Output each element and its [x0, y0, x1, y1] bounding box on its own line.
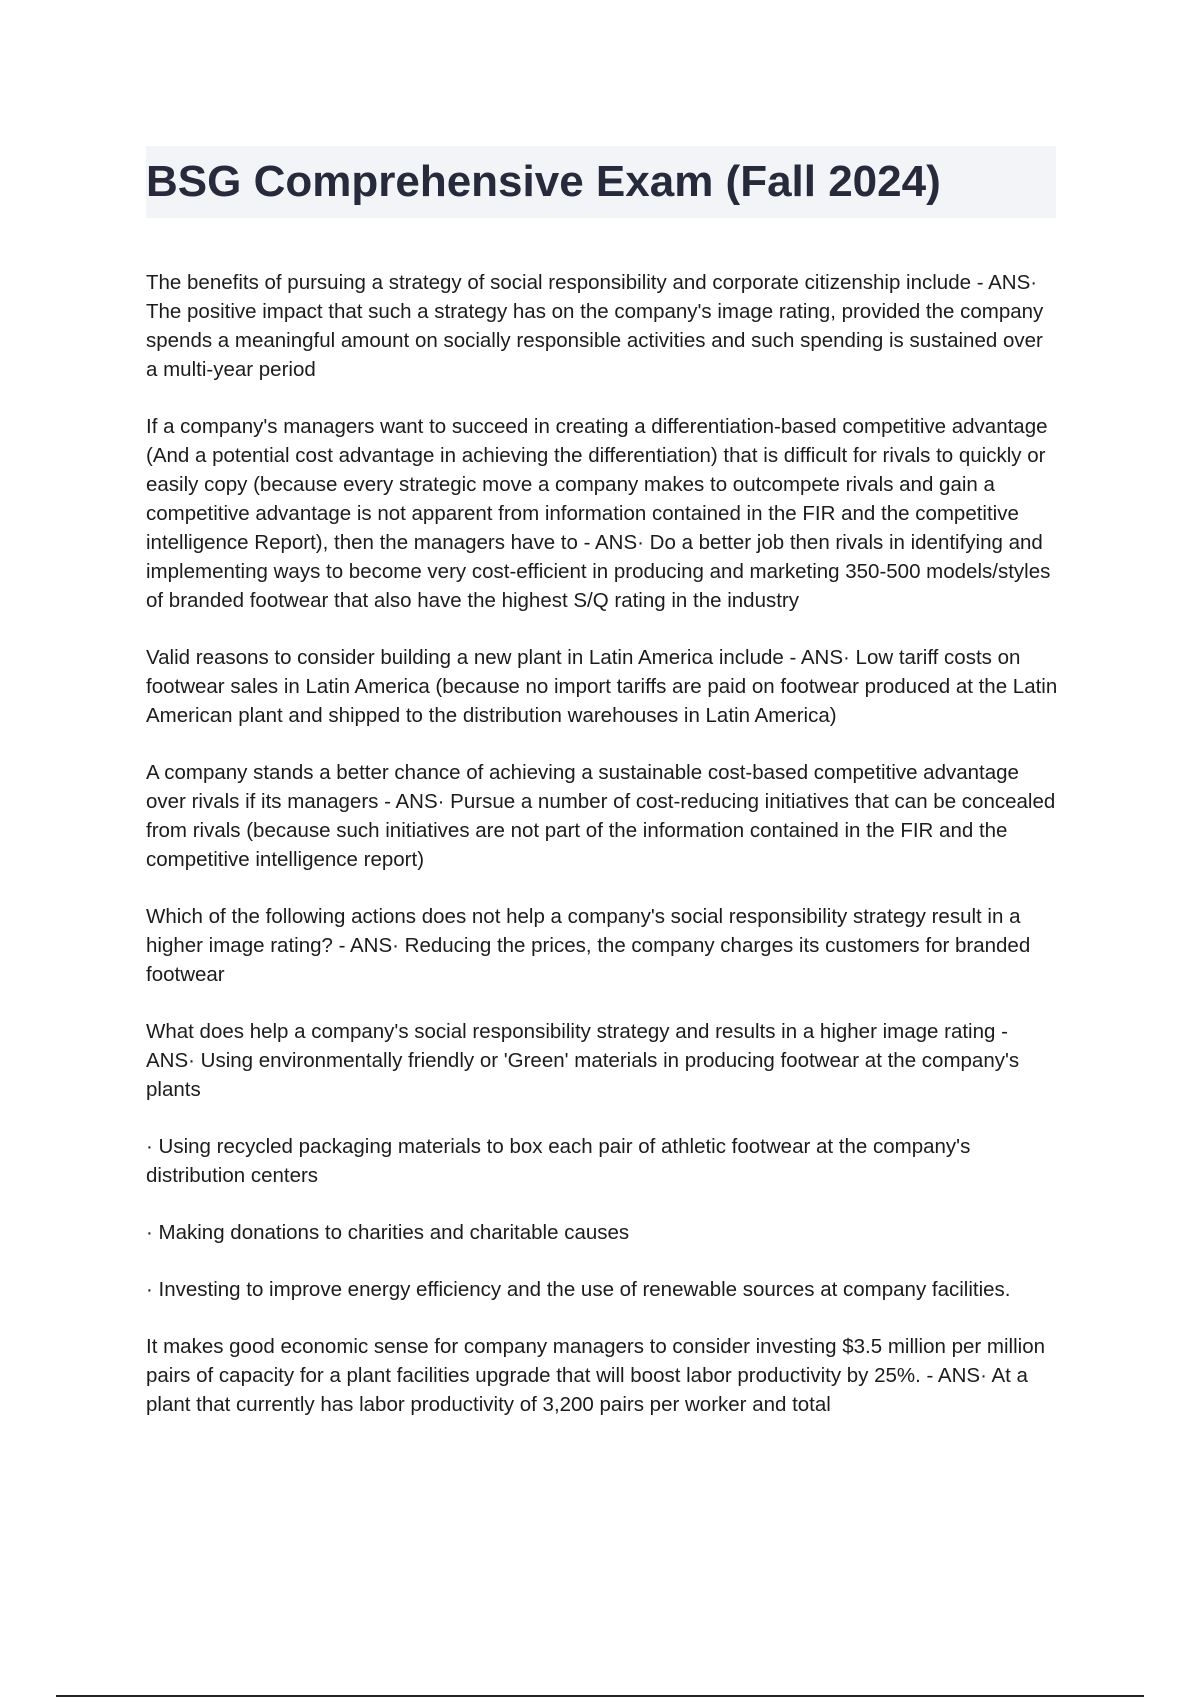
qa-paragraph-5: Which of the following actions does not help a company's social responsibility strategy result in a higher image rating? - ANS· Reducing the prices, the company charges its customers for branded footwear: [146, 905, 1031, 986]
page-title: BSG Comprehensive Exam (Fall 2024): [146, 157, 941, 206]
page-bottom-divider: [56, 1695, 1144, 1697]
bullet-item-3: · Investing to improve energy efficiency and the use of renewable sources at company facilities.: [146, 1278, 1011, 1301]
qa-paragraph-1: The benefits of pursuing a strategy of social responsibility and corporate citizenship include - ANS· The positive impact that such a strategy has on the company's image rating, provided the company spends a meaningful amount on socially responsible activities and such spending is sustained over a multi-year period: [146, 271, 1044, 381]
qa-paragraph-2: If a company's managers want to succeed in creating a differentiation-based competitive advantage (And a potential cost advantage in achieving the differentiation) that is difficult for rivals to quickly or easily copy (because every strategic move a company makes to outcompete rivals and gain a competitive advantage is not apparent from information contained in the FIR and the competitive intelligence Report), then the managers have to - ANS· Do a better job then rivals in identifying and implementing ways to become very cost-efficient in producing and marketing 350-500 models/styles of branded footwear that also have the highest S/Q rating in the industry: [146, 415, 1051, 612]
qa-paragraph-6: What does help a company's social responsibility strategy and results in a higher image rating - ANS· Using environmentally friendly or 'Green' materials in producing footwear at the company's plants: [146, 1020, 1020, 1101]
qa-paragraph-7: It makes good economic sense for company managers to consider investing $3.5 million per million pairs of capacity for a plant facilities upgrade that will boost labor productivity by 25%. - ANS· At a plant that currently has labor productivity of 3,200 pairs per worker and total: [146, 1335, 1046, 1416]
bullet-item-1: · Using recycled packaging materials to box each pair of athletic footwear at the company's distribution centers: [146, 1135, 971, 1187]
qa-paragraph-3: Valid reasons to consider building a new plant in Latin America include - ANS· Low tariff costs on footwear sales in Latin America (because no import tariffs are paid on footwear produced at the Latin American plant and shipped to the distribution warehouses in Latin America): [146, 646, 1058, 727]
document-body: [146, 268, 1058, 1447]
bullet-item-2: · Making donations to charities and charitable causes: [146, 1221, 630, 1244]
qa-paragraph-4: A company stands a better chance of achieving a sustainable cost-based competitive advantage over rivals if its managers - ANS· Pursue a number of cost-reducing initiatives that can be concealed from rivals (because such initiatives are not part of the information contained in the FIR and the competitive intelligence report): [146, 761, 1056, 871]
